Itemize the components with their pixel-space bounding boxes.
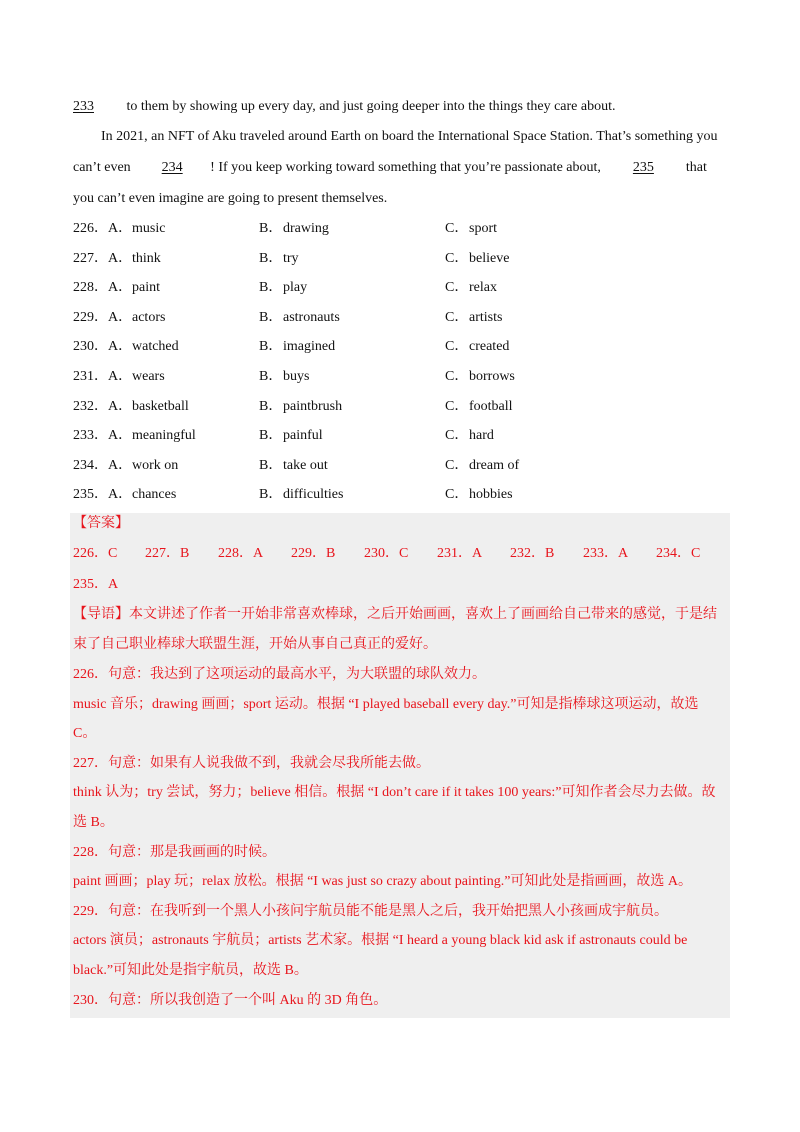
- option-c-text: artists: [469, 309, 503, 325]
- option-c-text: hobbies: [469, 487, 513, 503]
- explanation-line: 227．句意：如果有人说我做不到，我就会尽我所能去做。: [73, 755, 430, 771]
- option-c-label: C．: [445, 457, 469, 473]
- option-b-text: astronauts: [283, 309, 340, 325]
- explanation-line: think 认为；try 尝试，努力；believe 相信。根据 “I don’t care if it takes 100 years:”可知作者会尽力去做。故: [73, 785, 716, 801]
- answer-key-last: 235．A: [73, 577, 119, 592]
- option-b-text: difficulties: [283, 487, 344, 503]
- blank-235: 235: [632, 160, 654, 175]
- option-b-text: imagined: [283, 339, 336, 355]
- option-a-label: A．: [108, 369, 133, 384]
- explanation-line: C。: [73, 726, 97, 742]
- explanation-line: 229．句意：在我听到一个黑人小孩问宇航员能不能是黑人之后，我开始把黑人小孩画成宇航员。: [73, 903, 668, 919]
- question-number: 235．: [73, 487, 108, 503]
- explanation-line: 选 B。: [73, 815, 114, 830]
- explanation-line: 226．句意：我达到了这项运动的最高水平，为大联盟的球队效力。: [73, 667, 486, 682]
- option-a-label: A．: [108, 428, 133, 444]
- option-row: [73, 308, 728, 328]
- option-c-label: C．: [445, 221, 469, 236]
- answer-key: 228．A: [218, 546, 264, 561]
- option-a-text: wears: [132, 369, 165, 384]
- passage-line-2: In 2021, an NFT of Aku traveled around Earth on board the International Space Station. That’s something you: [101, 129, 718, 144]
- option-row: [73, 249, 728, 269]
- option-a-label: A．: [108, 280, 133, 296]
- guide-line-1: 【导语】本文讲述了作者一开始非常喜欢棒球，之后开始画画，喜欢上了画画给自己带来的感觉，于是结: [73, 607, 717, 622]
- option-a-label: A．: [108, 339, 133, 355]
- answer-key: 233．A: [583, 546, 629, 561]
- option-a-label: A．: [108, 487, 133, 503]
- option-row: [73, 219, 728, 239]
- guide-line-2: 束了自己职业棒球大联盟生涯，开始从事自己真正的爱好。: [73, 637, 437, 652]
- option-c-text: borrows: [469, 369, 515, 384]
- option-a-text: music: [132, 221, 166, 236]
- explanation-line: 228．句意：那是我画画的时候。: [73, 844, 276, 860]
- option-row: [73, 367, 728, 387]
- answer-key: 229．B: [291, 546, 336, 561]
- option-c-text: hard: [469, 428, 494, 444]
- option-a-text: actors: [132, 309, 166, 325]
- option-b-label: B．: [259, 309, 283, 325]
- option-a-label: A．: [108, 221, 133, 236]
- option-b-label: B．: [259, 428, 283, 444]
- question-number: 233．: [73, 428, 108, 444]
- option-a-label: A．: [108, 250, 133, 266]
- option-a-label: A．: [108, 398, 133, 414]
- question-number: 227．: [73, 250, 108, 266]
- option-a-label: A．: [108, 457, 133, 473]
- explanation-line: paint 画画；play 玩；relax 放松。根据 “I was just so crazy about painting.”可知此处是指画画，故选 A。: [73, 874, 693, 890]
- answer-key: 232．B: [510, 546, 555, 561]
- option-a-text: meaningful: [132, 428, 196, 444]
- option-c-label: C．: [445, 250, 469, 266]
- option-b-label: B．: [259, 487, 283, 503]
- option-a-text: watched: [132, 339, 179, 355]
- explanation-line: 230．句意：所以我创造了一个叫 Aku 的 3D 角色。: [73, 992, 388, 1008]
- option-b-text: play: [283, 280, 308, 296]
- option-c-label: C．: [445, 280, 469, 296]
- option-c-label: C．: [445, 398, 469, 414]
- option-b-label: B．: [259, 457, 283, 473]
- option-c-label: C．: [445, 428, 469, 444]
- option-row: [73, 337, 728, 357]
- option-row: [73, 397, 728, 417]
- option-a-text: think: [132, 250, 161, 266]
- option-b-label: B．: [259, 250, 283, 266]
- option-row: [73, 278, 728, 298]
- passage-line-1: 233 to them by showing up every day, and just going deeper into the things they care about.: [73, 97, 728, 117]
- option-b-text: painful: [283, 428, 323, 444]
- option-c-label: C．: [445, 369, 469, 384]
- blank-233: 233: [73, 99, 94, 114]
- option-row: [73, 456, 728, 476]
- option-c-text: football: [469, 398, 513, 414]
- option-b-text: take out: [283, 457, 328, 473]
- option-c-text: believe: [469, 250, 510, 266]
- option-a-text: chances: [132, 487, 177, 503]
- option-b-text: paintbrush: [283, 398, 343, 414]
- answer-keys: [73, 544, 728, 564]
- question-number: 232．: [73, 398, 108, 414]
- option-c-text: created: [469, 339, 510, 355]
- option-b-text: buys: [283, 369, 310, 384]
- passage-line-4: you can’t even imagine are going to present themselves.: [73, 191, 388, 206]
- option-c-label: C．: [445, 339, 469, 355]
- option-b-text: try: [283, 250, 299, 266]
- question-number: 231．: [73, 369, 108, 384]
- question-number: 234．: [73, 457, 108, 473]
- answer-key: 227．B: [145, 546, 190, 561]
- answer-heading: 【答案】: [73, 516, 129, 531]
- option-b-text: drawing: [283, 221, 329, 236]
- explanation-line: music 音乐；drawing 画画；sport 运动。根据 “I played baseball every day.”可知是指棒球这项运动，故选: [73, 696, 699, 712]
- option-a-label: A．: [108, 309, 133, 325]
- answer-key: 234．C: [656, 546, 701, 561]
- answer-key: 231．A: [437, 546, 483, 561]
- option-c-text: sport: [469, 221, 497, 236]
- option-b-label: B．: [259, 398, 283, 414]
- option-a-text: work on: [132, 457, 179, 473]
- option-c-label: C．: [445, 487, 469, 503]
- blank-234: 234: [161, 160, 183, 175]
- option-c-label: C．: [445, 309, 469, 325]
- option-a-text: paint: [132, 280, 160, 296]
- option-b-label: B．: [259, 221, 283, 236]
- passage-line-3: can’t even 234 ! If you keep working toward something that you’re passionate about, 235 that: [73, 158, 728, 178]
- explanation-line: actors 演员；astronauts 宇航员；artists 艺术家。根据 “I heard a young black kid ask if astronauts could be: [73, 933, 688, 949]
- answer-key: 226．C: [73, 546, 118, 561]
- question-number: 228．: [73, 280, 108, 296]
- option-c-text: relax: [469, 280, 497, 296]
- option-b-label: B．: [259, 369, 283, 384]
- option-c-text: dream of: [469, 457, 520, 473]
- option-row: [73, 426, 728, 446]
- answer-key: 230．C: [364, 546, 409, 561]
- question-number: 230．: [73, 339, 108, 355]
- question-number: 226．: [73, 221, 108, 236]
- option-row: [73, 485, 728, 505]
- option-b-label: B．: [259, 280, 283, 296]
- question-number: 229．: [73, 309, 108, 325]
- option-b-label: B．: [259, 339, 283, 355]
- option-a-text: basketball: [132, 398, 189, 414]
- explanation-line: black.”可知此处是指宇航员，故选 B。: [73, 963, 308, 978]
